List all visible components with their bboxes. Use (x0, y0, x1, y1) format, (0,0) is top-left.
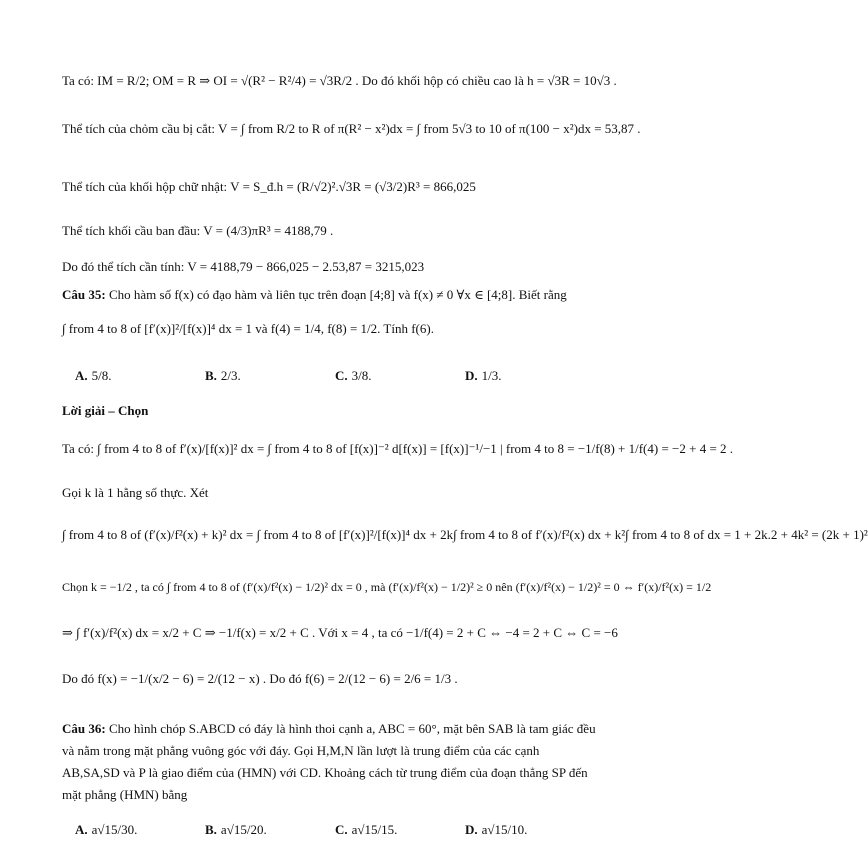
q35-solution-line-1: Ta có: ∫ from 4 to 8 of f′(x)/[f(x)]² dx = ∫ from 4 to 8 of [f(x)]⁻² d[f(x)] = [f(x)]⁻¹/−1 | from 4 to 8 = −1/f(8) + 1/f(4) = −2 + 4 = 2 . (62, 441, 734, 456)
question-36-label: Câu 36: (62, 721, 106, 736)
q35-solution-line-2: Gọi k là 1 hằng số thực. Xét (62, 485, 209, 500)
question-36-text-3: AB,SA,SD và P là giao điểm của (HMN) với CD. Khoảng cách từ trung điểm của đoạn thẳng SP đến (62, 765, 588, 780)
question-35-line-1 (62, 286, 610, 304)
question-35-options (75, 368, 595, 384)
solution-line-2: Thể tích của chỏm cầu bị cắt: V = ∫ from R/2 to R of π(R² − x²)dx = ∫ from 5√3 to 10 of π(100 − x²)dx = 53,87 . (62, 121, 641, 136)
question-36-text-2: và nằm trong mặt phẳng vuông góc với đáy. Gọi H,M,N lần lượt là trung điểm của các cạnh (62, 743, 540, 758)
option-d: D. a√15/10. (465, 822, 528, 837)
solution-line-5: Do đó thể tích cần tính: V = 4188,79 − 866,025 − 2.53,87 = 3215,023 (62, 259, 425, 274)
q35-solution-line-3: ∫ from 4 to 8 of (f′(x)/f²(x) + k)² dx = ∫ from 4 to 8 of [f′(x)]²/[f(x)]⁴ dx + 2k∫ from 4 to 8 of f′(x)/f²(x) dx + k²∫ from 4 to 8 of dx = 1 + 2k.2 + 4k² = (2k + 1)² (62, 527, 868, 542)
question-36-text-4: mặt phẳng (HMN) bằng (62, 787, 188, 802)
solution-title: Lời giải – Chọn (62, 403, 149, 418)
solution-line-1: Ta có: IM = R/2; OM = R ⇒ OI = √(R² − R²/4) = √3R/2 . Do đó khối hộp có chiều cao là h = √3R = 10√3 . (62, 73, 617, 88)
option-a: A. 5/8. (75, 368, 112, 383)
q35-solution-line-6: Do đó f(x) = −1/(x/2 − 6) = 2/(12 − x) . Do đó f(6) = 2/(12 − 6) = 2/6 = 1/3 . (62, 671, 458, 686)
option-c: C. 3/8. (335, 368, 372, 383)
option-a: A. a√15/30. (75, 822, 138, 837)
option-c: C. a√15/15. (335, 822, 398, 837)
question-35-text-2: ∫ from 4 to 8 of [f′(x)]²/[f(x)]⁴ dx = 1 và f(4) = 1/4, f(8) = 1/2. Tính f(6). (62, 321, 434, 336)
question-36-text-1: Cho hình chóp S.ABCD có đáy là hình thoi cạnh a, ABC = 60°, mặt bên SAB là tam giác đều (108, 721, 596, 736)
q35-solution-line-4: Chọn k = −1/2 , ta có ∫ from 4 to 8 of (f′(x)/f²(x) − 1/2)² dx = 0 , mà (f′(x)/f²(x) − 1/2)² ≥ 0 nên (f′(x)/f²(x) − 1/2)² = 0 ⇔ f′(x)/f²(x) = 1/2 (62, 580, 712, 594)
option-b: B. a√15/20. (205, 822, 267, 837)
option-b: B. 2/3. (205, 368, 241, 383)
question-36-line-1 (62, 720, 610, 738)
q35-solution-line-5: ⇒ ∫ f′(x)/f²(x) dx = x/2 + C ⇒ −1/f(x) = x/2 + C . Với x = 4 , ta có −1/f(4) = 2 + C ⇔ −4 = 2 + C ⇔ C = −6 (62, 625, 618, 640)
question-36-options (75, 822, 595, 838)
question-35-label: Câu 35: (62, 287, 106, 302)
solution-line-3: Thể tích của khối hộp chữ nhật: V = S_đ.h = (R/√2)².√3R = (√3/2)R³ = 866,025 (62, 179, 476, 194)
solution-line-4: Thể tích khối cầu ban đầu: V = (4/3)πR³ = 4188,79 . (62, 223, 334, 238)
question-35-text-1: Cho hàm số f(x) có đạo hàm và liên tục trên đoạn [4;8] và f(x) ≠ 0 ∀x ∈ [4;8]. Biết rằng (108, 287, 567, 302)
option-d: D. 1/3. (465, 368, 502, 383)
